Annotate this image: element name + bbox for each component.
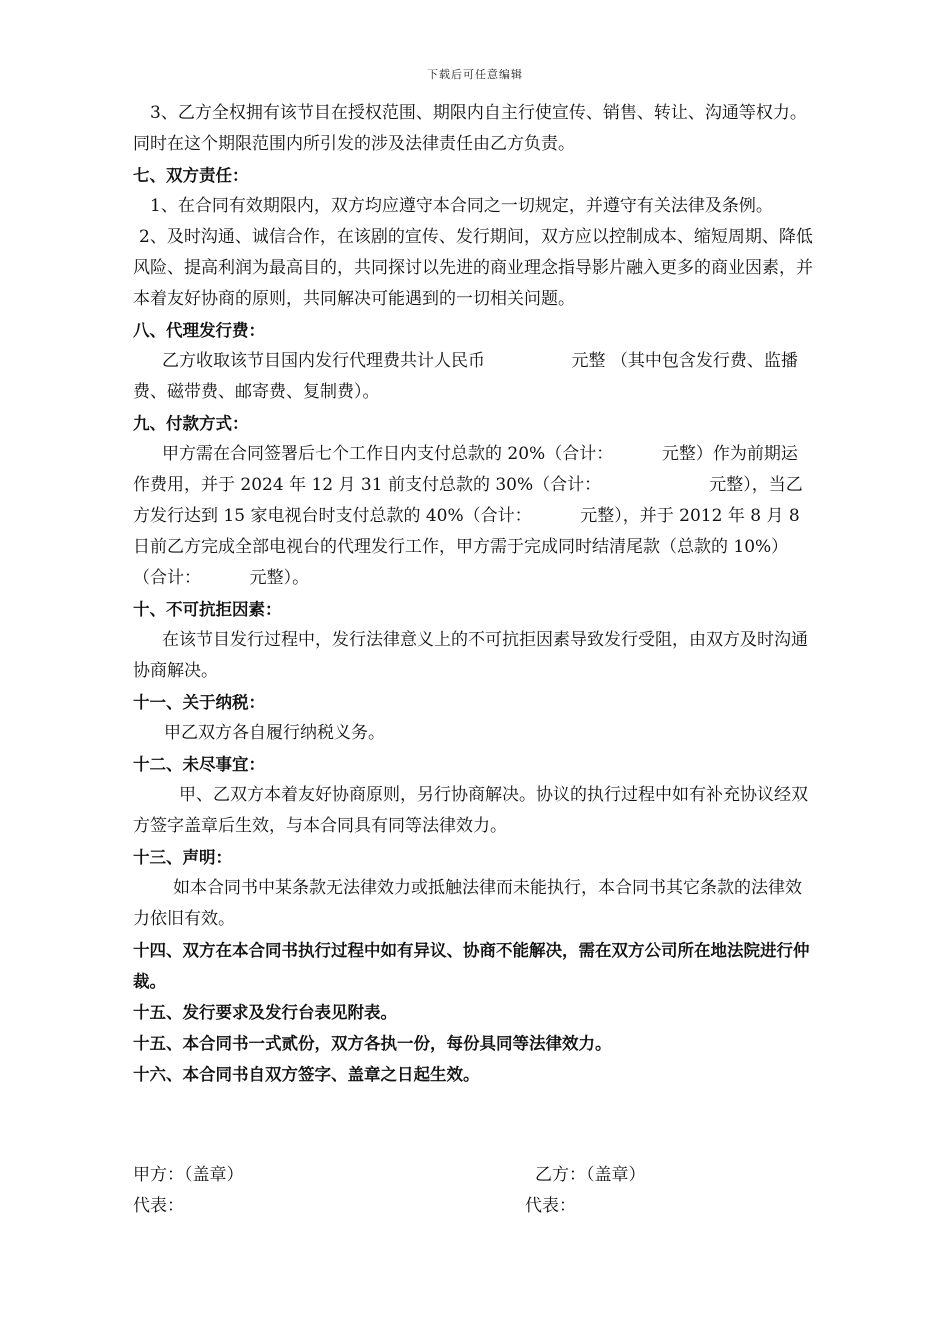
clause-7-2: 2、及时沟通、诚信合作，在该剧的宣传、发行期间，双方应以控制成本、缩短周期、降低风险、提高利润为最高目的，共同探讨以先进的商业理念指导影片融入更多的商业因素，并本着友好协商的原则，共同解决可能遇到的一切相关问题。 — [133, 227, 813, 309]
party-a-seal: 甲方：（盖章） — [133, 1165, 244, 1185]
contract-body — [133, 98, 813, 1090]
section-15a: 十五、发行要求及发行台表见附表。 — [133, 1003, 397, 1022]
party-b-seal: 乙方：（盖章） — [535, 1165, 646, 1185]
clause-9-text: 甲方需在合同签署后七个工作日内支付总款的 20%（合计： 元整）作为前期运作费用，并于 2024 年 12 月 31 前支付总款的 30%（合计： 元整），当乙方发行达到 15 家电视台时支付总款的 40%（合计： 元整），并于 2012 年 8 月 8 日前乙方完成全部电视台的代理发行工作，甲方需于完成同时结清尾款（总款的 10%）（合计： 元整）。 — [133, 444, 806, 588]
section-14: 十四、双方在本合同书执行过程中如有异议、协商不能解决，需在双方公司所在地法院进行仲裁。 — [133, 941, 810, 991]
section-15b: 十五、本合同书一式贰份，双方各执一份，每份具同等法律效力。 — [133, 1034, 612, 1053]
party-a-representative: 代表： — [133, 1196, 184, 1216]
clause-12-text: 甲、乙双方本着友好协商原则，另行协商解决。协议的执行过程中如有补充协议经双方签字盖章后生效，与本合同具有同等法律效力。 — [133, 785, 808, 836]
clause-6-3: 3、乙方全权拥有该节目在授权范围、期限内自主行使宣传、销售、转让、沟通等权力。同时在这个期限范围内所引发的涉及法律责任由乙方负责。 — [133, 103, 807, 154]
clause-10-text: 在该节目发行过程中，发行法律意义上的不可抗拒因素导致发行受阻，由双方及时沟通协商解决。 — [133, 630, 808, 681]
clause-11-text: 甲乙双方各自履行纳税义务。 — [164, 723, 385, 743]
section-7-heading: 七、双方责任： — [133, 166, 249, 185]
section-11-heading: 十一、关于纳税： — [133, 693, 265, 712]
clause-7-1: 1、在合同有效期限内，双方均应遵守本合同之一切规定，并遵守有关法律及条例。 — [150, 196, 773, 216]
section-8-heading: 八、代理发行费： — [133, 321, 265, 340]
section-9-heading: 九、付款方式： — [133, 414, 249, 433]
section-10-heading: 十、不可抗拒因素： — [133, 600, 282, 619]
clause-8-text: 乙方收取该节目国内发行代理费共计人民币 元整 （其中包含发行费、监播费、磁带费、邮寄费、复制费）。 — [133, 351, 798, 402]
section-16: 十六、本合同书自双方签字、盖章之日起生效。 — [133, 1065, 480, 1084]
section-12-heading: 十二、未尽事宜： — [133, 755, 265, 774]
page-header: 下载后可任意编辑 — [427, 68, 523, 81]
party-b-representative: 代表： — [525, 1196, 576, 1216]
clause-13-text: 如本合同书中某条款无法律效力或抵触法律而未能执行，本合同书其它条款的法律效力依旧有效。 — [133, 878, 802, 929]
section-13-heading: 十三、声明： — [133, 848, 232, 867]
